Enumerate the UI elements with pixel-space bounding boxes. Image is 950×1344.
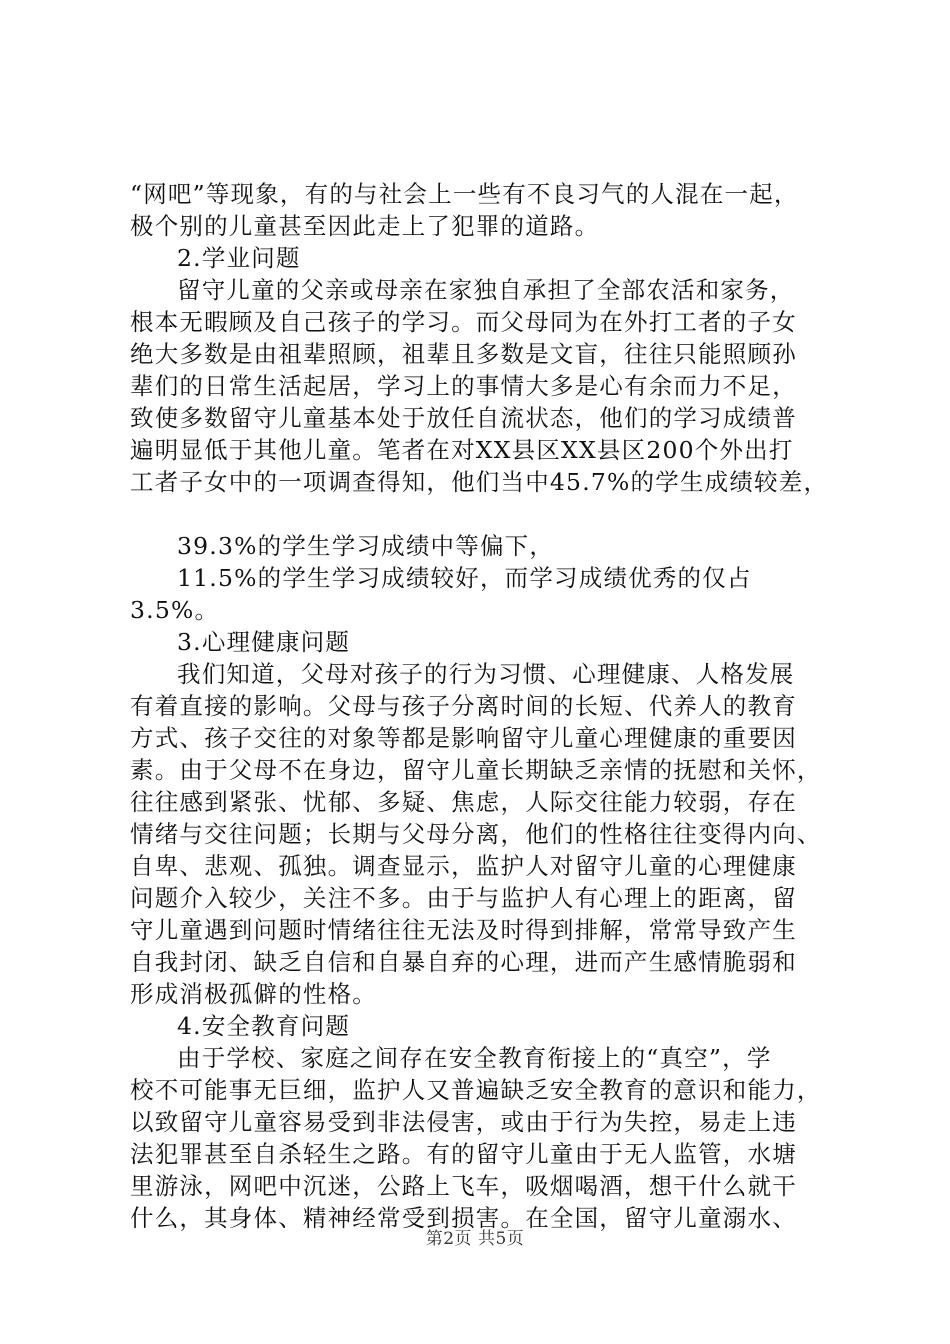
text-line: 情绪与交往问题；长期与父母分离，他们的性格往往变得内向、 — [130, 820, 822, 848]
text-line: 守儿童遇到问题时情绪往往无法及时得到排解，常常导致产生 — [130, 916, 797, 944]
text-line: 39.3%的学生学习成绩中等偏下， — [177, 532, 555, 560]
text-line: 遍明显低于其他儿童。笔者在对XX县区XX县区200个外出打 — [130, 436, 794, 464]
text-line: 问题介入较少，关注不多。由于与监护人有心理上的距离，留 — [130, 884, 797, 912]
text-line: 方式、孩子交往的对象等都是影响留守儿童心理健康的重要因 — [130, 724, 797, 752]
page-footer: 第2页 共5页 — [425, 1229, 525, 1249]
text-line: 里游泳，网吧中沉迷，公路上飞车，吸烟喝酒，想干什么就干 — [130, 1172, 797, 1200]
document-body — [130, 178, 830, 1234]
text-line: 11.5%的学生学习成绩较好，而学习成绩优秀的仅占 — [177, 564, 752, 592]
text-line: 辈们的日常生活起居，学习上的事情大多是心有余而力不足， — [130, 372, 797, 400]
text-line: 校不可能事无巨细，监护人又普遍缺乏安全教育的意识和能力， — [130, 1076, 822, 1104]
text-line: 工者子女中的一项调查得知，他们当中45.7%的学生成绩较差， — [130, 468, 829, 496]
text-line: 自我封闭、缺乏自信和自暴自弃的心理，进而产生感情脆弱和 — [130, 948, 797, 976]
text-line: 致使多数留守儿童基本处于放任自流状态，他们的学习成绩普 — [130, 404, 797, 432]
text-line: 极个别的儿童甚至因此走上了犯罪的道路。 — [130, 212, 600, 240]
text-line: 自卑、悲观、孤独。调查显示，监护人对留守儿童的心理健康 — [130, 852, 797, 880]
text-line: 形成消极孤僻的性格。 — [130, 980, 377, 1008]
text-line: 往往感到紧张、忧郁、多疑、焦虑，人际交往能力较弱，存在 — [130, 788, 797, 816]
text-line: 绝大多数是由祖辈照顾，祖辈且多数是文盲，往往只能照顾孙 — [130, 340, 797, 368]
text-line: 根本无暇顾及自己孩子的学习。而父母同为在外打工者的子女 — [130, 308, 797, 336]
text-line: “网吧”等现象，有的与社会上一些有不良习气的人混在一起， — [130, 180, 799, 208]
text-line: 留守儿童的父亲或母亲在家独自承担了全部农活和家务， — [177, 276, 795, 304]
section-heading: 4.安全教育问题 — [177, 1012, 351, 1040]
text-line: 3.5%。 — [130, 596, 220, 624]
text-line: 素。由于父母不在身边，留守儿童长期缺乏亲情的抚慰和关怀， — [130, 756, 822, 784]
section-heading: 3.心理健康问题 — [177, 628, 351, 656]
text-line: 什么，其身体、精神经常受到损害。在全国，留守儿童溺水、 — [130, 1204, 797, 1232]
section-heading: 2.学业问题 — [177, 244, 301, 272]
text-line: 有着直接的影响。父母与孩子分离时间的长短、代养人的教育 — [130, 692, 797, 720]
text-line: 法犯罪甚至自杀轻生之路。有的留守儿童由于无人监管，水塘 — [130, 1140, 797, 1168]
paragraph-gap — [130, 498, 830, 530]
text-line: 以致留守儿童容易受到非法侵害，或由于行为失控，易走上违 — [130, 1108, 797, 1136]
text-line: 由于学校、家庭之间存在安全教育衔接上的“真空”，学 — [177, 1044, 772, 1072]
text-line: 我们知道，父母对孩子的行为习惯、心理健康、人格发展 — [177, 660, 795, 688]
